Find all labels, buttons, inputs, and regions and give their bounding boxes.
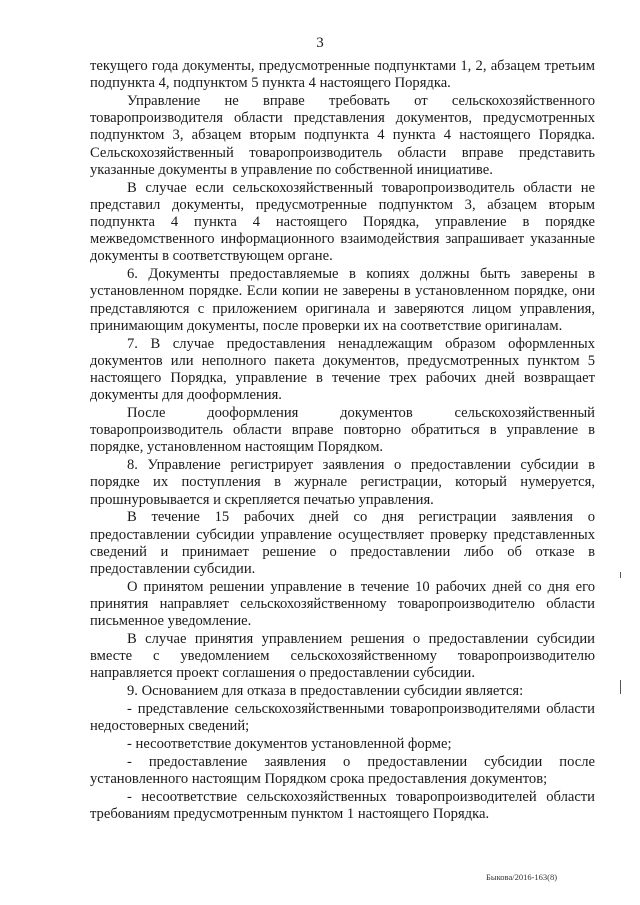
scan-edge-mark xyxy=(620,572,621,578)
paragraph: 8. Управление регистрирует заявления о предоставлении субсидии в порядке их поступления в журнале регистрации, который нумеруется, прошнуровывается и скрепляется печатью управления. xyxy=(90,457,595,508)
paragraph: текущего года документы, предусмотренные подпунктами 1, 2, абзацем третьим подпункта 4, подпунктом 5 пункта 4 настоящего Порядка. xyxy=(90,58,595,92)
scan-edge-mark xyxy=(620,680,621,694)
paragraph: 6. Документы предоставляемые в копиях должны быть заверены в установленном порядке. Если копии не заверены в установленном порядке, они представляются с приложением оригинала и заверяются лицом управления, принимающим документы, после проверки их на соответствие оригиналам. xyxy=(90,266,595,334)
paragraph: В случае если сельскохозяйственный товаропроизводитель области не представил документы, предусмотренные подпунктом 3, абзацем вторым подпункта 4 пункта 4 настоящего Порядка, управление в порядке межведомственного информационного взаимодействия запрашивает указанные документы в соответствующем органе. xyxy=(90,179,595,265)
paragraph: В течение 15 рабочих дней со дня регистрации заявления о предоставлении субсидии управление осуществляет проверку представленных сведений и принимает решение о предоставлении либо об отказе в предоставлении субсидии. xyxy=(90,509,595,578)
paragraph: Управление не вправе требовать от сельскохозяйственного товаропроизводителя области представления документов, предусмотренных подпунктом 3, абзацем вторым подпункта 4 пункта 4 настоящего Порядка. Сельскохозяйственный товаропроизводитель области вправе представить указанные документы в управление по собственной инициативе. xyxy=(90,93,595,178)
paragraph: - представление сельскохозяйственными товаропроизводителями области недостоверных сведений; xyxy=(90,701,595,735)
paragraph: О принятом решении управление в течение 10 рабочих дней со дня его принятия направляет сельскохозяйственному товаропроизводителю области письменное уведомление. xyxy=(90,578,595,630)
paragraph: - предоставление заявления о предоставлении субсидии после установленного настоящим Порядком срока предоставления документов; xyxy=(90,753,595,788)
paragraph: - несоответствие сельскохозяйственных товаропроизводителей области требованиям предусмотренным пунктом 1 настоящего Порядка. xyxy=(90,788,595,823)
page-number: 3 xyxy=(316,35,324,51)
paragraph: 9. Основанием для отказа в предоставлении субсидии является: xyxy=(127,683,524,700)
footer-code: Быкова/2016-163(8) xyxy=(486,872,558,882)
paragraph: В случае принятия управлением решения о предоставлении субсидии вместе с уведомлением сельскохозяйственному товаропроизводителю направляется проект соглашения о предоставлении субсидии. xyxy=(90,631,595,682)
paragraph: - несоответствие документов установленной форме; xyxy=(127,736,452,753)
paragraph: 7. В случае предоставления ненадлежащим образом оформленных документов или неполного пакета документов, предусмотренных пунктом 5 настоящего Порядка, управление в течение трех рабочих дней возвращает документы для дооформления. xyxy=(90,335,595,404)
paragraph: После дооформления документов сельскохозяйственный товаропроизводитель области вправе повторно обратиться в управление в порядке, установленном настоящим Порядком. xyxy=(90,405,595,456)
document-body xyxy=(90,58,595,824)
